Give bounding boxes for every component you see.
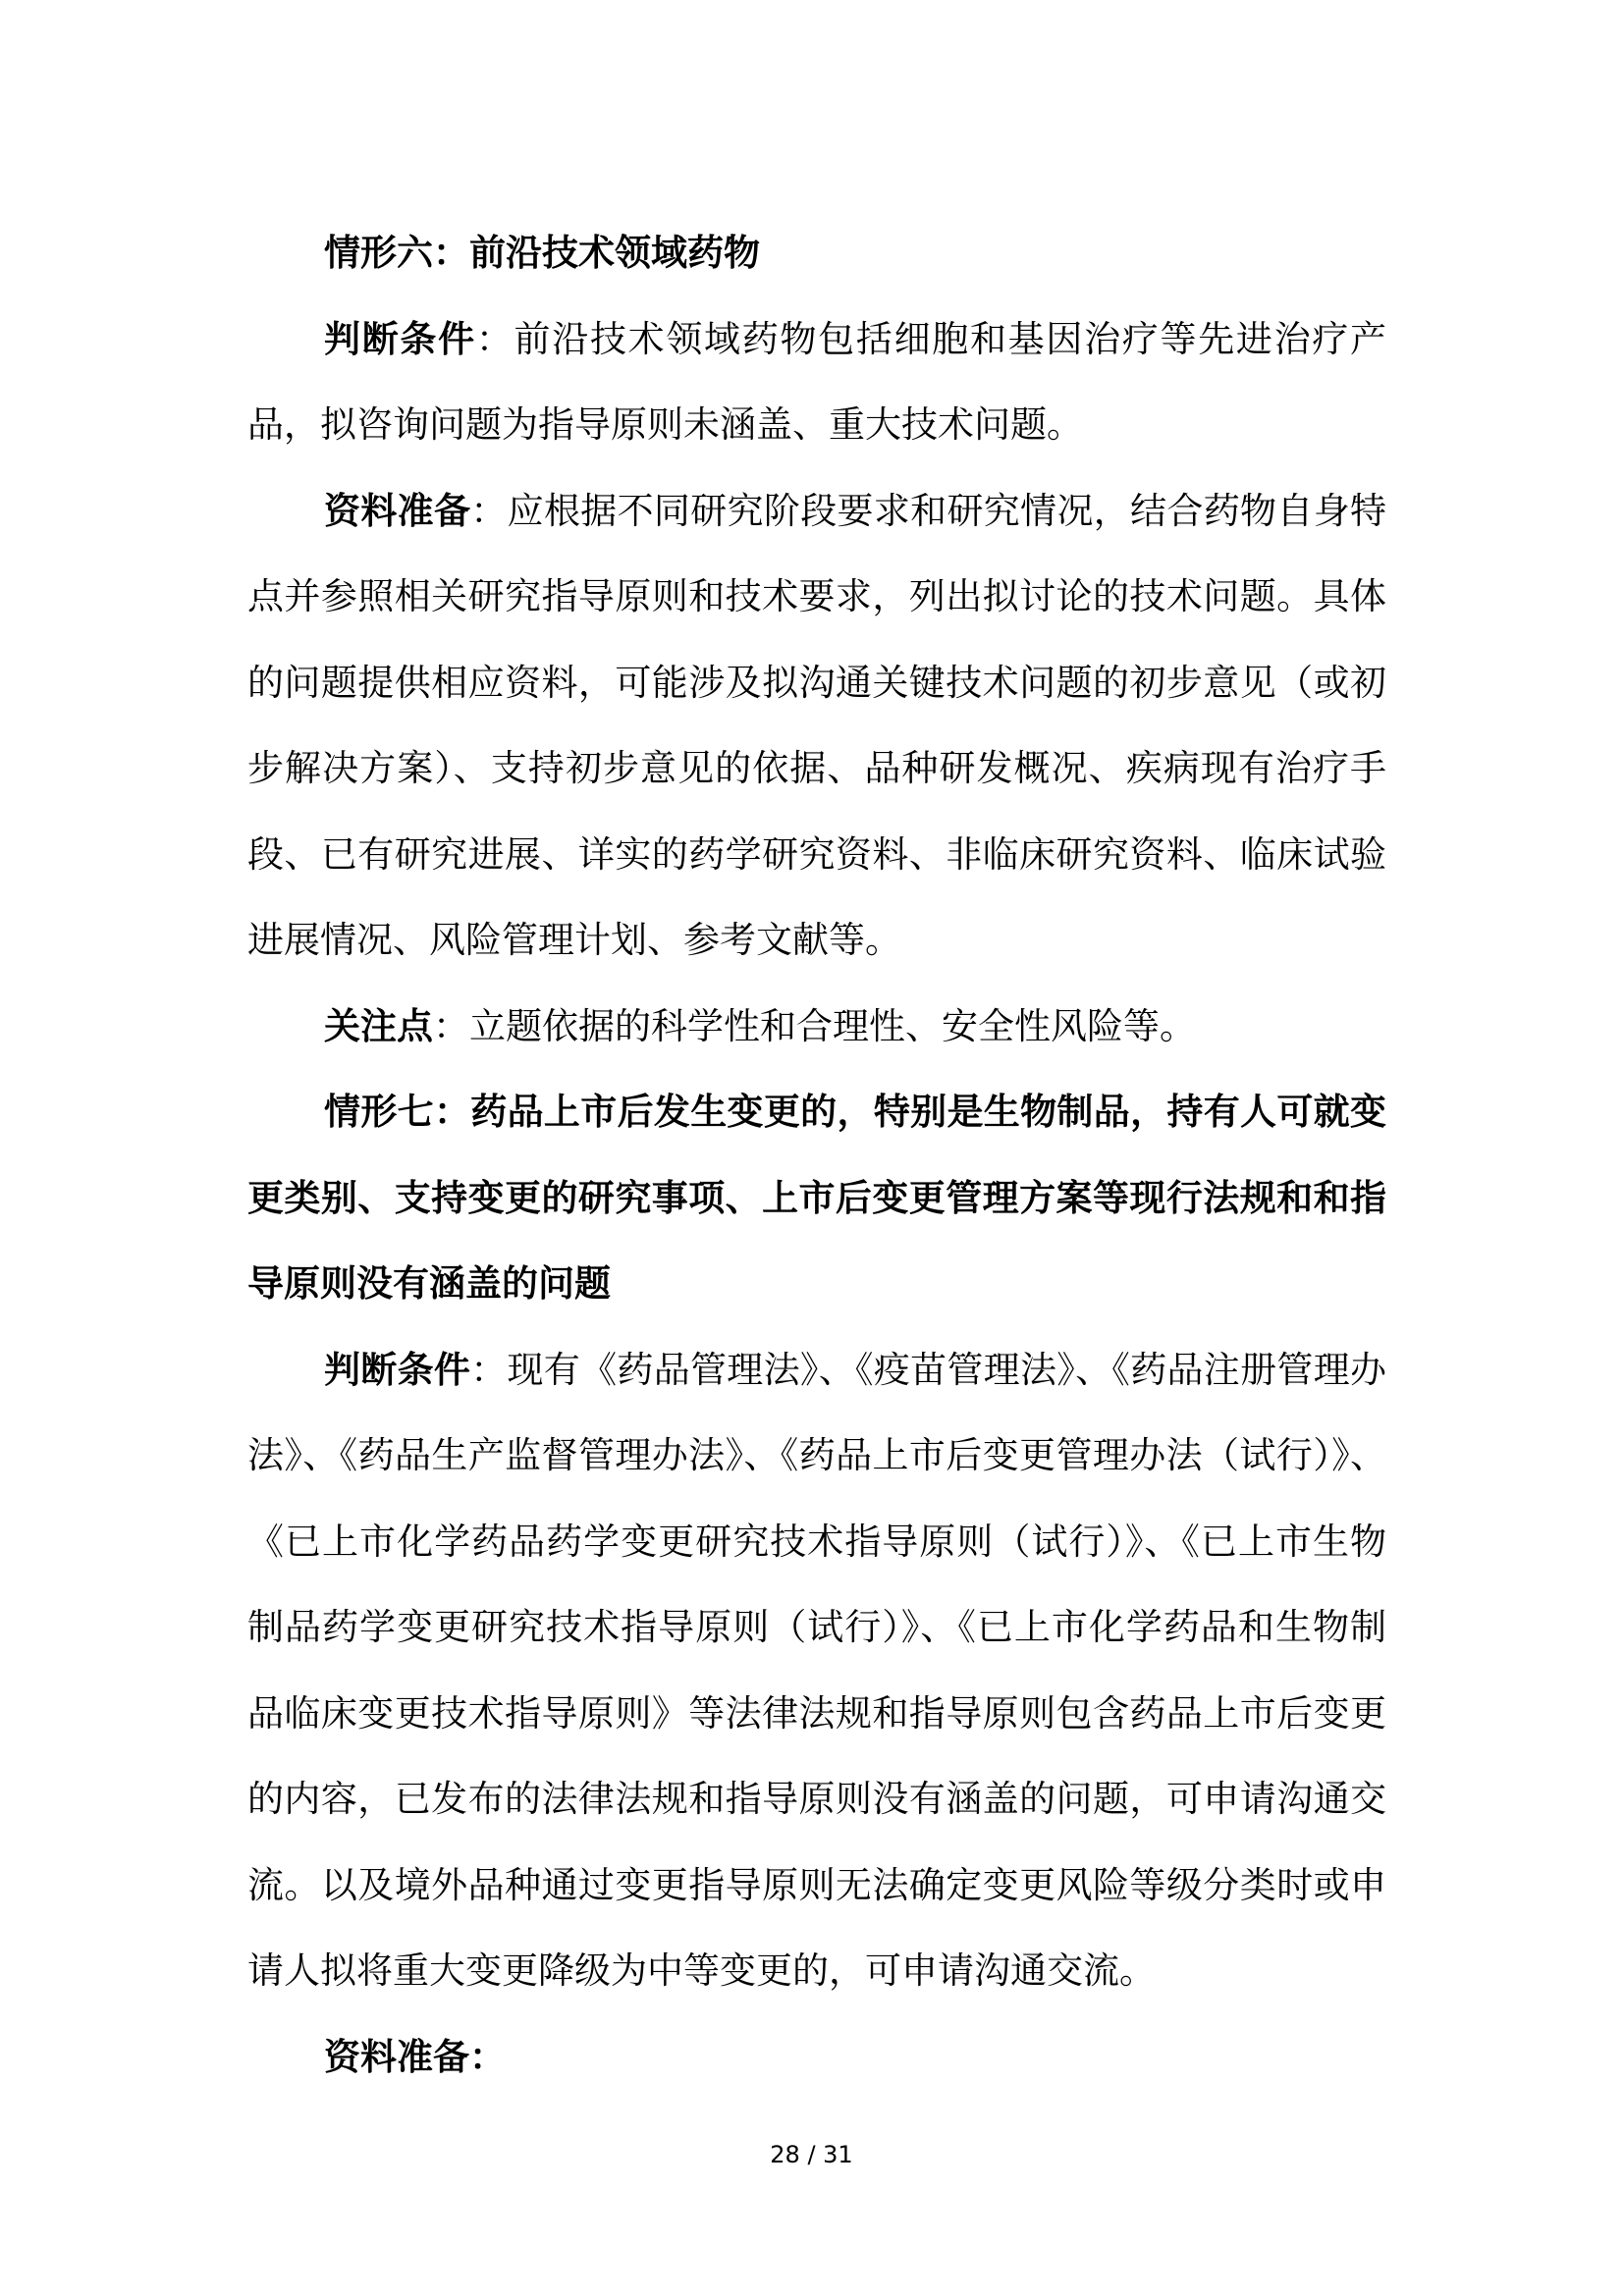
page-number: 28 / 31: [770, 2141, 853, 2168]
materials-label: 资料准备: [324, 488, 471, 532]
criteria-text: ：前沿技术领域药物包括细胞和基因治疗等先进治疗产品，拟咨询问题为指导原则未涵盖、重大技术问题。: [247, 317, 1387, 446]
criteria-text: ：现有《药品管理法》、《疫苗管理法》、《药品注册管理办法》、《药品生产监督管理办法》、《药品上市后变更管理办法（试行）》、《已上市化学药品药学变更研究技术指导原则（试行）》、《已上市生物制品药学变更研究技术指导原则（试行）》、《已上市化学药品和生物制品临床变更技术指导原则》等法律法规和指导原则包含药品上市后变更的内容，已发布的法律法规和指导原则没有涵盖的问题，可申请沟通交流。以及境外品种通过变更指导原则无法确定变更风险等级分类时或申请人拟将重大变更降级为中等变更的，可申请沟通交流。: [247, 1348, 1387, 1992]
section-seven-criteria-paragraph: [247, 1327, 1386, 2014]
focus-label: 关注点: [324, 1003, 433, 1047]
criteria-label: 判断条件: [324, 1347, 471, 1391]
criteria-label: 判断条件: [324, 316, 476, 360]
section-seven-heading: 情形七：药品上市后发生变更的，特别是生物制品，持有人可就变更类别、支持变更的研究事项、上市后变更管理方案等现行法规和和指导原则没有涵盖的问题: [247, 1090, 1386, 1305]
materials-text: ：应根据不同研究阶段要求和研究情况，结合药物自身特点并参照相关研究指导原则和技术要求，列出拟讨论的技术问题。具体的问题提供相应资料，可能涉及拟沟通关键技术问题的初步意见（或初步解决方案）、支持初步意见的依据、品种研发概况、疾病现有治疗手段、已有研究进展、详实的药学研究资料、非临床研究资料、临床试验进展情况、风险管理计划、参考文献等。: [247, 489, 1387, 961]
section-six-focus-paragraph: [247, 984, 1386, 1070]
section-seven-materials-label: 资料准备：: [324, 2034, 506, 2078]
section-six-materials-paragraph: [247, 468, 1386, 984]
focus-text: ：立题依据的科学性和合理性、安全性风险等。: [433, 1004, 1196, 1047]
section-six-heading: 情形六：前沿技术领域药物: [324, 231, 760, 274]
section-six-criteria-paragraph: [247, 296, 1386, 468]
document-body: [247, 210, 1386, 2100]
